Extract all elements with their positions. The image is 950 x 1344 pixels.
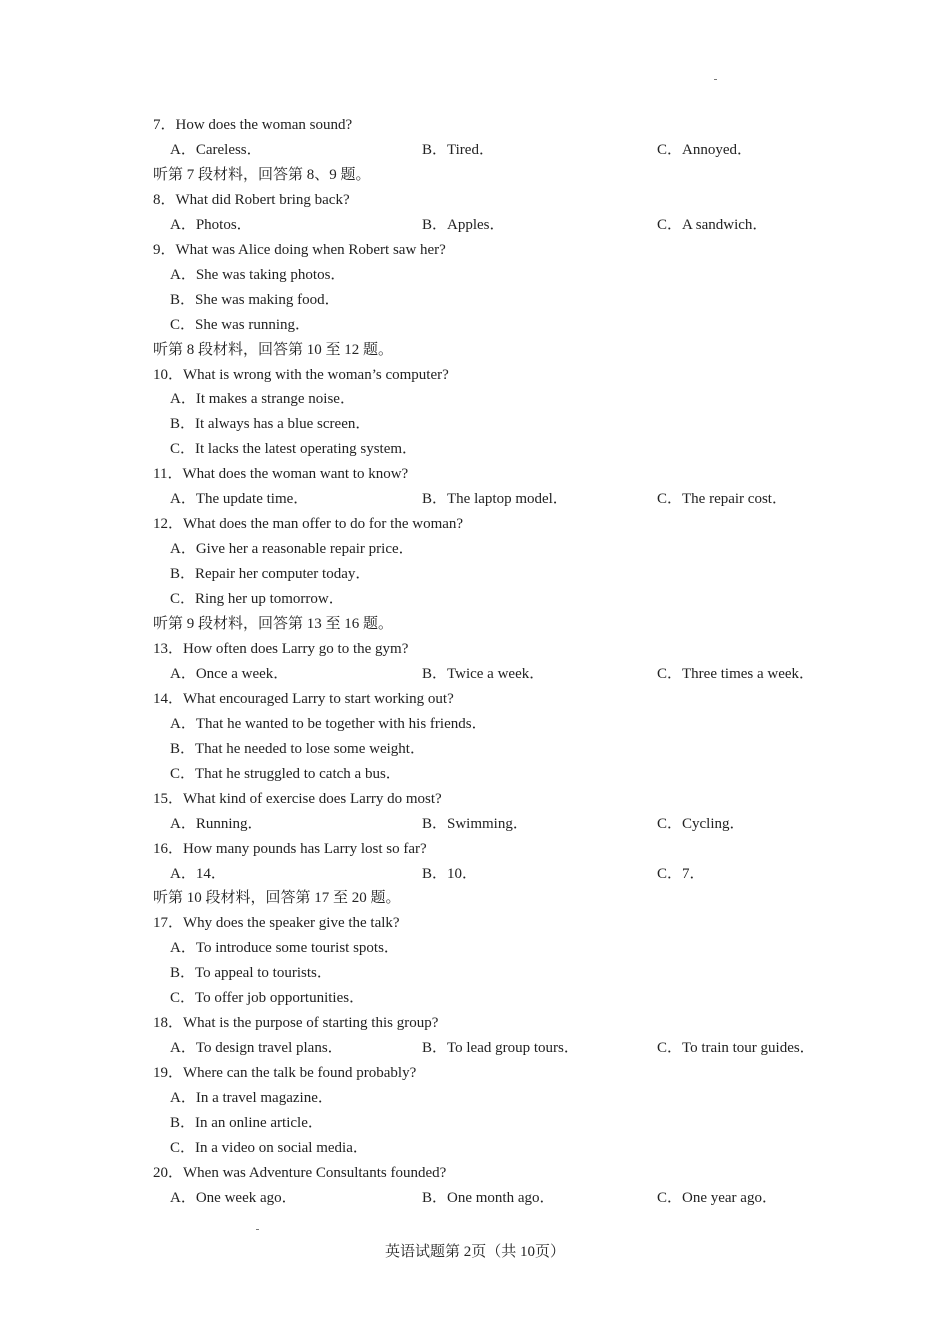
answer-options-row: [0, 1036, 950, 1061]
option-c: C．Cycling．: [657, 816, 745, 832]
speck-mark: [714, 79, 717, 80]
question-text: 17．Why does the speaker give the talk?: [153, 915, 400, 931]
option-c: C．7．: [657, 866, 705, 882]
question-text: 14．What encouraged Larry to start working out?: [153, 691, 454, 707]
question-text: 10．What is wrong with the woman’s computer?: [153, 367, 449, 383]
question-text: 8．What did Robert bring back?: [153, 192, 350, 208]
answer-option: A．She was taking photos．: [170, 267, 346, 283]
section-instruction: 听第 9 段材料，回答第 13 至 16 题。: [153, 616, 394, 632]
answer-option: B．She was making food．: [170, 292, 340, 308]
section-instruction: 听第 8 段材料，回答第 10 至 12 题。: [153, 342, 394, 358]
option-a: A．Photos．: [170, 217, 252, 233]
option-b: B．To lead group tours．: [422, 1040, 579, 1056]
option-c: C．Annoyed．: [657, 142, 752, 158]
page-footer: 英语试题第 2页（共 10页）: [384, 1244, 565, 1260]
answer-option: C．She was running．: [170, 317, 310, 333]
answer-option: A．It makes a strange noise．: [170, 391, 355, 407]
option-a: A．To design travel plans．: [170, 1040, 343, 1056]
section-instruction: 听第 7 段材料，回答第 8、9 题。: [153, 167, 371, 183]
answer-option: C．In a video on social media．: [170, 1140, 368, 1156]
option-a: A．Running．: [170, 816, 263, 832]
answer-option: A．To introduce some tourist spots．: [170, 940, 399, 956]
option-c: C．A sandwich．: [657, 217, 768, 233]
question-text: 7．How does the woman sound?: [153, 117, 353, 133]
question-text: 12．What does the man offer to do for the woman?: [153, 516, 464, 532]
answer-option: C．Ring her up tomorrow．: [170, 591, 344, 607]
answer-options-row: [0, 487, 950, 512]
question-text: 15．What kind of exercise does Larry do most?: [153, 791, 442, 807]
option-b: B．Tired．: [422, 142, 494, 158]
section-instruction: 听第 10 段材料，回答第 17 至 20 题。: [153, 890, 401, 906]
answer-option: C．To offer job opportunities．: [170, 990, 365, 1006]
question-text: 16．How many pounds has Larry lost so far?: [153, 841, 427, 857]
option-b: B．One month ago．: [422, 1190, 555, 1206]
question-text: 20．When was Adventure Consultants founded?: [153, 1165, 447, 1181]
answer-options-row: [0, 862, 950, 887]
answer-options-row: [0, 138, 950, 163]
option-b: B．Apples．: [422, 217, 505, 233]
answer-option: B．To appeal to tourists．: [170, 965, 332, 981]
answer-options-row: [0, 662, 950, 687]
option-a: A．The update time．: [170, 491, 309, 507]
option-b: B．Twice a week．: [422, 666, 545, 682]
option-a: A．Once a week．: [170, 666, 289, 682]
option-c: C．To train tour guides．: [657, 1040, 815, 1056]
option-b: B．10．: [422, 866, 478, 882]
answer-options-row: [0, 213, 950, 238]
option-c: C．Three times a week．: [657, 666, 815, 682]
speck-mark: [256, 1229, 259, 1230]
option-a: A．14．: [170, 866, 226, 882]
option-c: C．One year ago．: [657, 1190, 777, 1206]
option-b: B．The laptop model．: [422, 491, 568, 507]
question-text: 19．Where can the talk be found probably?: [153, 1065, 417, 1081]
option-c: C．The repair cost．: [657, 491, 787, 507]
answer-option: B．That he needed to lose some weight．: [170, 741, 425, 757]
question-text: 18．What is the purpose of starting this group?: [153, 1015, 439, 1031]
answer-option: B．Repair her computer today．: [170, 566, 371, 582]
answer-option: B．It always has a blue screen．: [170, 416, 371, 432]
option-b: B．Swimming．: [422, 816, 528, 832]
question-text: 13．How often does Larry go to the gym?: [153, 641, 409, 657]
question-text: 11．What does the woman want to know?: [153, 466, 409, 482]
answer-option: C．It lacks the latest operating system．: [170, 441, 418, 457]
option-a: A．Careless．: [170, 142, 262, 158]
answer-option: A．Give her a reasonable repair price．: [170, 541, 414, 557]
answer-option: C．That he struggled to catch a bus．: [170, 766, 401, 782]
answer-option: A．That he wanted to be together with his friends．: [170, 716, 487, 732]
option-a: A．One week ago．: [170, 1190, 297, 1206]
answer-option: B．In an online article．: [170, 1115, 323, 1131]
answer-option: A．In a travel magazine．: [170, 1090, 333, 1106]
answer-options-row: [0, 812, 950, 837]
question-text: 9．What was Alice doing when Robert saw her?: [153, 242, 446, 258]
answer-options-row: [0, 1186, 950, 1211]
